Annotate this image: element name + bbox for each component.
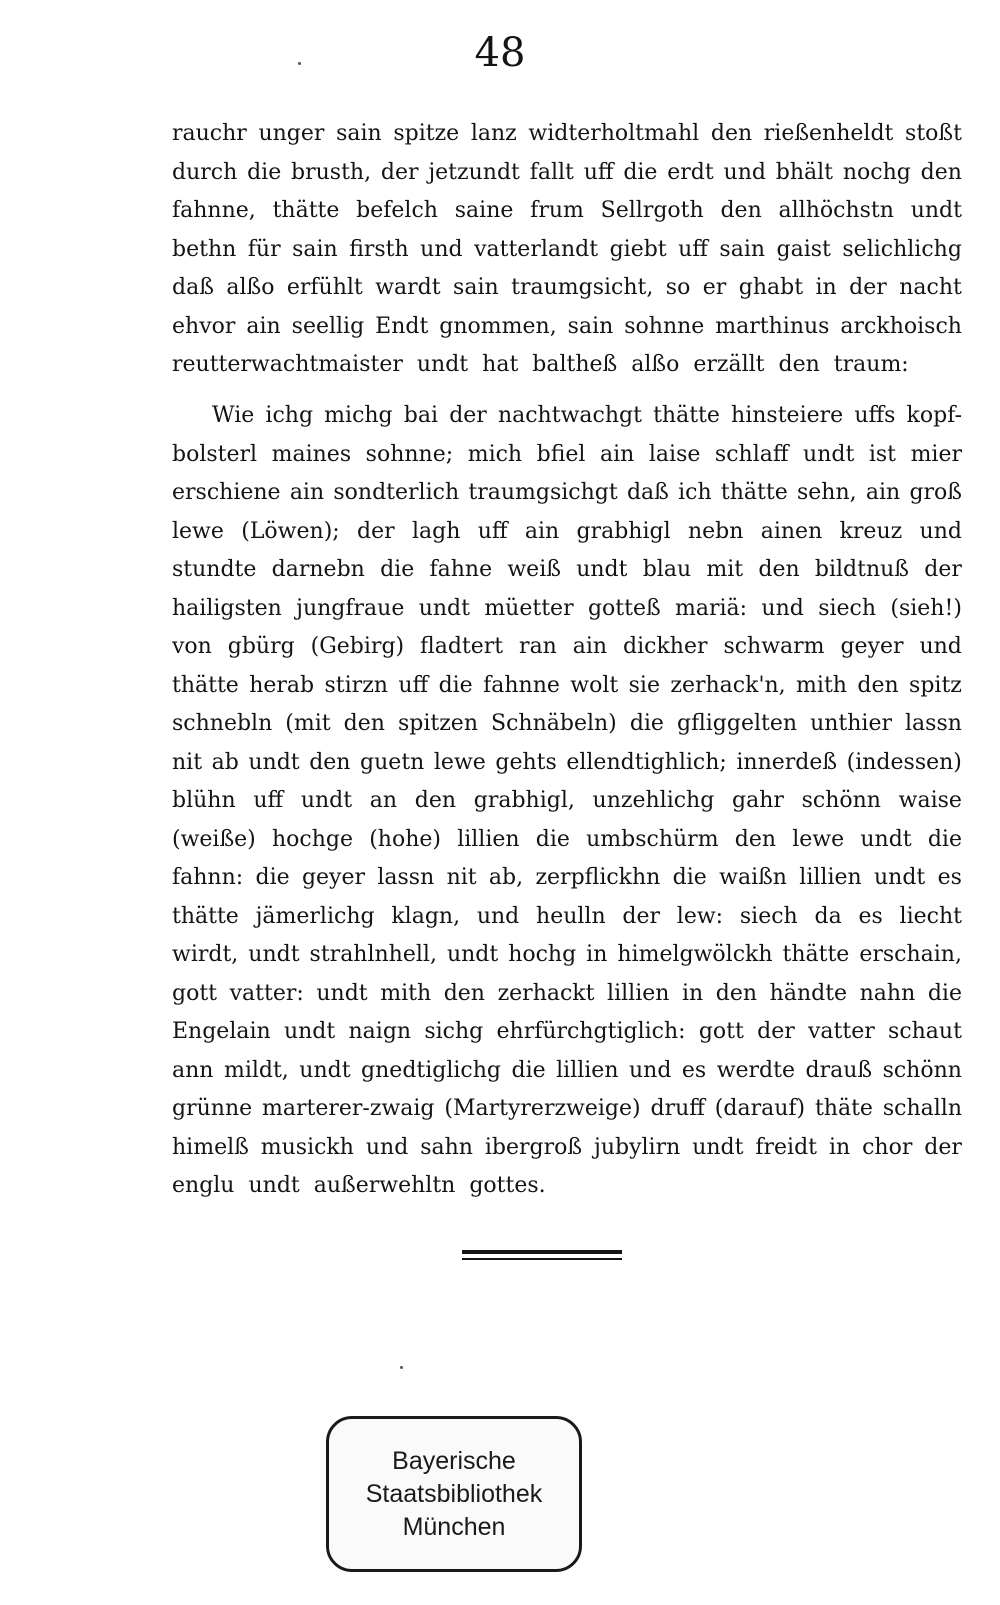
end-rule-thick	[462, 1250, 622, 1254]
text-line: Wie ichg michg bai der nachtwachgt thätte hinsteiere uffs kopf-	[212, 403, 962, 428]
text-line: lewe (Löwen); der lagh uff ain grabhigl nebn ainen kreuz und	[172, 518, 962, 544]
text-line: thätte herab stirzn uff die fahnne wolt sie zerhack'n, mith den spitz	[172, 672, 962, 698]
text-line: erschiene ain sondterlich traumgsichgt daß ich thätte sehn, ain groß	[172, 480, 962, 505]
text-line: fahnn: die geyer lassn nit ab, zerpflickhn die waißn lillien undt es	[172, 865, 962, 890]
text-line: rauchr unger sain spitze lanz widterholtmahl den rießenheldt stoßt	[172, 121, 962, 146]
stamp-line: München	[402, 1512, 506, 1541]
ink-speck	[400, 1366, 403, 1369]
text-line: ann mildt, undt gnedtiglichg die lillien und es werdte drauß schönn	[172, 1057, 962, 1083]
text-line: bethn für sain firsth und vatterlandt giebt uff sain gaist selichlichg	[172, 236, 962, 262]
stamp-line: Bayerische	[392, 1446, 516, 1475]
text-line: blühn uff undt an den grabhigl, unzehlichg gahr schönn waise	[172, 788, 962, 813]
library-stamp	[326, 1416, 582, 1572]
text-line: daß alßo erfühlt wardt sain traumgsicht, so er ghabt in der nacht	[172, 275, 962, 300]
stamp-line: Staatsbibliothek	[365, 1479, 543, 1508]
text-line: grünne marterer-zwaig (Martyrerzweige) druff (darauf) thäte schalln	[172, 1096, 962, 1121]
text-line: von gbürg (Gebirg) fladtert ran ain dickher schwarm geyer und	[172, 634, 962, 659]
text-line: reutterwachtmaister undt hat baltheß alßo erzällt den traum:	[172, 352, 909, 377]
text-line: bolsterl maines sohnne; mich bfiel ain laise schlaff undt ist mier	[172, 441, 962, 467]
text-line: ehvor ain seellig Endt gnommen, sain sohnne marthinus arckhoisch	[172, 313, 962, 339]
end-rule-thin	[462, 1258, 622, 1260]
text-line: fahnne, thätte befelch saine frum Sellrgoth den allhöchstn undt	[172, 198, 962, 223]
text-line: nit ab undt den guetn lewe gehts ellendtighlich; innerdeß (indessen)	[172, 749, 962, 775]
text-line: durch die brusth, der jetzundt fallt uff die erdt und bhält nochg den	[172, 159, 962, 185]
text-line: himelß musickh und sahn ibergroß jubylirn undt freidt in chor der	[172, 1134, 962, 1160]
ink-speck	[298, 62, 301, 65]
text-line: gott vatter: undt mith den zerhackt lillien in den händte nahn die	[172, 980, 962, 1006]
text-line: englu undt außerwehltn gottes.	[172, 1173, 546, 1198]
text-line: stundte darnebn die fahne weiß undt blau mit den bildtnuß der	[172, 557, 962, 582]
page-number: 48	[474, 30, 526, 76]
text-line: hailigsten jungfraue undt müetter gotteß mariä: und siech (sieh!)	[172, 595, 962, 621]
text-line: (weiße) hochge (hohe) lillien die umbschürm den lewe undt die	[172, 826, 962, 852]
text-line: wirdt, undt strahlnhell, undt hochg in himelgwölckh thätte erschain,	[172, 942, 962, 967]
text-line: thätte jämerlichg klagn, und heulln der lew: siech da es liecht	[172, 903, 962, 929]
text-line: Engelain undt naign sichg ehrfürchgtiglich: gott der vatter schaut	[172, 1019, 962, 1044]
text-line: schnebln (mit den spitzen Schnäbeln) die gfliggelten unthier lassn	[172, 711, 962, 736]
